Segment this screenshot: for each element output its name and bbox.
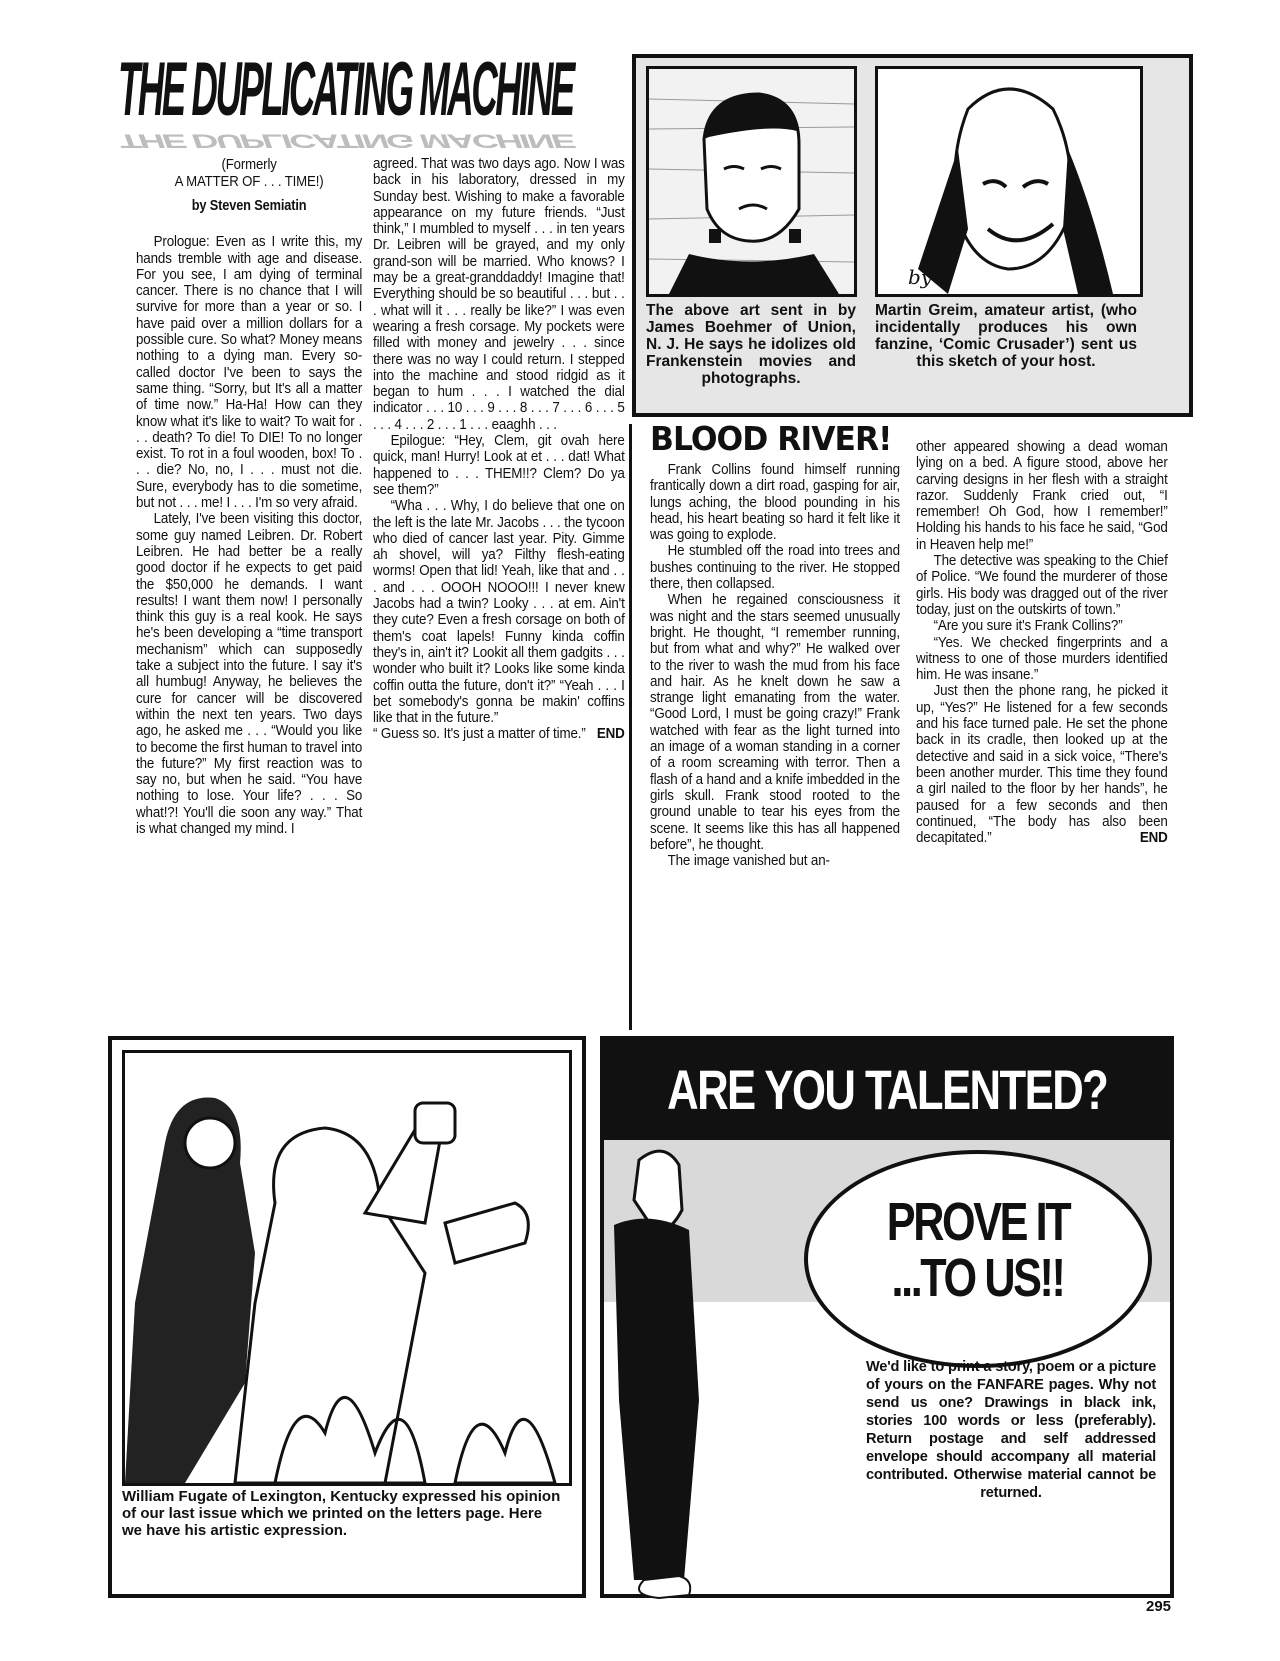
paragraph: agreed. That was two days ago. Now I was back in his laboratory, dressed in my Sunday best. Wishing to make a favorable appearance on my future friends. “Just think,” I mumbled to myself . . . in ten years Dr. Leibren will be grayed, and my only grand-son will be married. Who knows? I may be a great-granddaddy! Imagine that! Everything should be so beautiful . . . but . . . what will it . . . really be like?” I was even wearing a fresh corsage. My pockets were filled with money and jewelry . . . since there was no way I could return. I stepped into the machine and stood ridgid as it began to hum . . . I watched the dial indicator . . . 10 . . . 9 . . . 8 . . . 7 . . . 6 . . . 5 . . . 4 . . . 2 . . . 1 . . . eaaghh . . . xyxy=(373,155,625,433)
paragraph: “Are you sure it's Frank Collins?” xyxy=(933,617,1123,635)
byline: by Steven Semiatin xyxy=(191,198,307,214)
paragraph-text: Just then the phone rang, he picked it up, “Yes?” He listened for a few seconds and his face turned pale. He set the phone back in its cradle, then looked up at the detective and said in a sick voice, “There's been another murder. This time they found a girl nailed to the floor by her hands”, he paused for a few seconds and then continued, “The body has also been decapitated.” xyxy=(916,682,1168,847)
paragraph: Epilogue: “Hey, Clem, git ovah here quick, man! Hurry! Look at et . . . dat! What happened to . . . THEM!!? Clem? Do ya see them?” xyxy=(373,432,625,498)
ad-headline-text: ARE YOU TALENTED? xyxy=(666,1058,1108,1121)
fan-art-caption-left: The above art sent in by James Boehmer of Union, N. J. He says he idolizes old Frankenstein movies and photographs. xyxy=(646,302,856,387)
frankenstein-illustration xyxy=(646,66,857,297)
ape-fan-art-panel xyxy=(108,1036,586,1598)
story-title: THE DUPLICATING MACHINE xyxy=(118,47,573,132)
ape-art-caption: William Fugate of Lexington, Kentucky expressed his opinion of our last issue which we printed on the letters page. Here we have his artistic expression. xyxy=(122,1488,561,1539)
page-number: 295 xyxy=(1146,1598,1172,1615)
paragraph: The image vanished but an- xyxy=(667,852,830,870)
story1-column-1 xyxy=(136,156,362,837)
story1-column-2 xyxy=(373,156,625,743)
paragraph: “Yes. We checked fingerprints and a witness to one of those murders identified him. He was insane.” xyxy=(916,633,1168,684)
ad-headline xyxy=(604,1040,1170,1140)
end-marker: END xyxy=(596,725,625,743)
paragraph: Frank Collins found himself running frantically down a dirt road, gasping for air, lungs aching, the blood pounding in his head, his heart beating so hard it felt like it was going to explode. xyxy=(650,461,900,544)
host-sketch-illustration xyxy=(875,66,1143,297)
paragraph: The detective was speaking to the Chief of Police. “We found the murderer of those girls. His body was dragged out of the river today, just on the outskirts of town.” xyxy=(916,552,1168,618)
paragraph-text: “ Guess so. It's just a matter of time.” xyxy=(373,725,586,743)
paragraph: Lately, I've been visiting this doctor, some guy named Leibren. Dr. Robert Leibren. He had better be a really good doctor if he expects to get paid the $50,000 he demands. I want results! I want them now! I personally think this guy is a real kook. He says he's been developing a “time transport mechanism” which can supposedly take a subject into the future. I say it's all humbug! Anyway, he believes the cure for cancer will be discovered within the next ten years. Two days ago, he asked me . . . “Would you like to become the first human to travel into the future?” My first reaction was to say no, but when he said. “You have nothing to lose. Your life? . . . So what!?! You'll die soon any way.” That is what changed my mind. I xyxy=(136,510,363,837)
host-drawing-icon xyxy=(878,69,1140,294)
talent-ad-panel xyxy=(600,1036,1174,1598)
column-divider xyxy=(629,424,632,1030)
story2-title: BLOOD RIVER! xyxy=(650,419,892,458)
ape-drawing-icon xyxy=(125,1053,569,1483)
former-title: A MATTER OF . . . TIME!) xyxy=(174,173,324,190)
paragraph xyxy=(916,683,1168,846)
bubble-text-line1: PROVE IT xyxy=(886,1192,1070,1252)
bubble-text-line2: ...TO US!! xyxy=(891,1248,1064,1308)
formerly-label: (Formerly xyxy=(221,156,277,173)
ape-illustration xyxy=(122,1050,572,1486)
paragraph: other appeared showing a dead woman lying on a bed. A figure stood, above her carving designs in her flesh with a straight razor. Suddenly Frank cried out, “I remember! Oh God, how I remember!” Holding his hands to his face he said, “God in Heaven help me!” xyxy=(916,438,1168,553)
paragraph: Prologue: Even as I write this, my hands tremble with age and disease. For you see, I am dying of terminal cancer. There is no chance that I will survive for more than a year or so. I have paid over a million dollars for a possible cure. So what? Money means nothing to a dying man. Every so-called doctor I've been to says the same thing. “Sorry, but It's all a matter of time now.” Ha-Ha! How can they know what it's like to wait? To wait for . . . death? To die! To DIE! To no longer exist. To rot in a foul wooden, box! To . . . die? No, no, I . . . must not die. Sure, everybody has to die sometime, but not . . . me! I . . . I'm so very afraid. xyxy=(136,233,363,512)
paragraph xyxy=(373,726,625,742)
speech-bubble xyxy=(804,1150,1152,1368)
paragraph: “Wha . . . Why, I do believe that one on the left is the late Mr. Jacobs . . . the tycoon who died of cancer last year. Pity. Gimme ah shovel, will ya? Filthy flesh-eating worms! Open that lid! Yeah, like that and . . . and . . . OOOH NOOO!!! I never knew Jacobs had a twin? Looky . . . at em. Ain't they cute? Even a fresh corsage on both of them's coat lapels! Funny kinda coffin they's in, ain't it? Lookit all them gadgits . . . wonder who built it? Looks like some kinda coffin outta the future, don't it?” “Yeah . . . I bet somebody's gonna be makin' coffins like that in the future.” xyxy=(373,497,625,727)
ad-body-text: We'd like to print a story, poem or a picture of yours on the FANFARE pages. Why not send us one? Drawings in black ink, stories 100 words or less (preferably). Return postage and self addressed envelope should accompany all material contributed. Otherwise material cannot be returned. xyxy=(866,1359,1156,1501)
story2-column-2 xyxy=(916,439,1168,846)
artist-signature: by xyxy=(908,265,933,289)
ghoul-host-figure-icon xyxy=(574,1140,724,1600)
story-title-reflection: THE DUPLICATING MACHINE xyxy=(118,130,573,152)
frankenstein-drawing-icon xyxy=(649,69,854,294)
end-marker: END xyxy=(1139,829,1168,847)
fan-art-box xyxy=(632,54,1193,417)
story2-column-1 xyxy=(650,462,900,869)
paragraph: When he regained consciousness it was night and the stars seemed unusually bright. He thought, “I remember running, but from what and why?” He walked over to the river to wash the mud from his face and hair. As he knelt down he saw a strange light emanating from the water. “Good Lord, I must be going crazy!” Frank watched with fear as the light turned into an image of a woman standing in a corner of a room screaming with terror. Then a flash of a hand and a knife imbedded in the girls skull. Frank stood rooted to the ground unable to tear his eyes from the scene. It seems like this has all happened before”, he thought. xyxy=(650,591,900,853)
fan-art-caption-right: Martin Greim, amateur artist, (who incidentally produces his own fanzine, ‘Comic Crusader’) sent us this sketch of your host. xyxy=(875,302,1137,370)
paragraph: He stumbled off the road into trees and bushes continuing to the river. He stopped there, then collapsed. xyxy=(650,542,900,593)
